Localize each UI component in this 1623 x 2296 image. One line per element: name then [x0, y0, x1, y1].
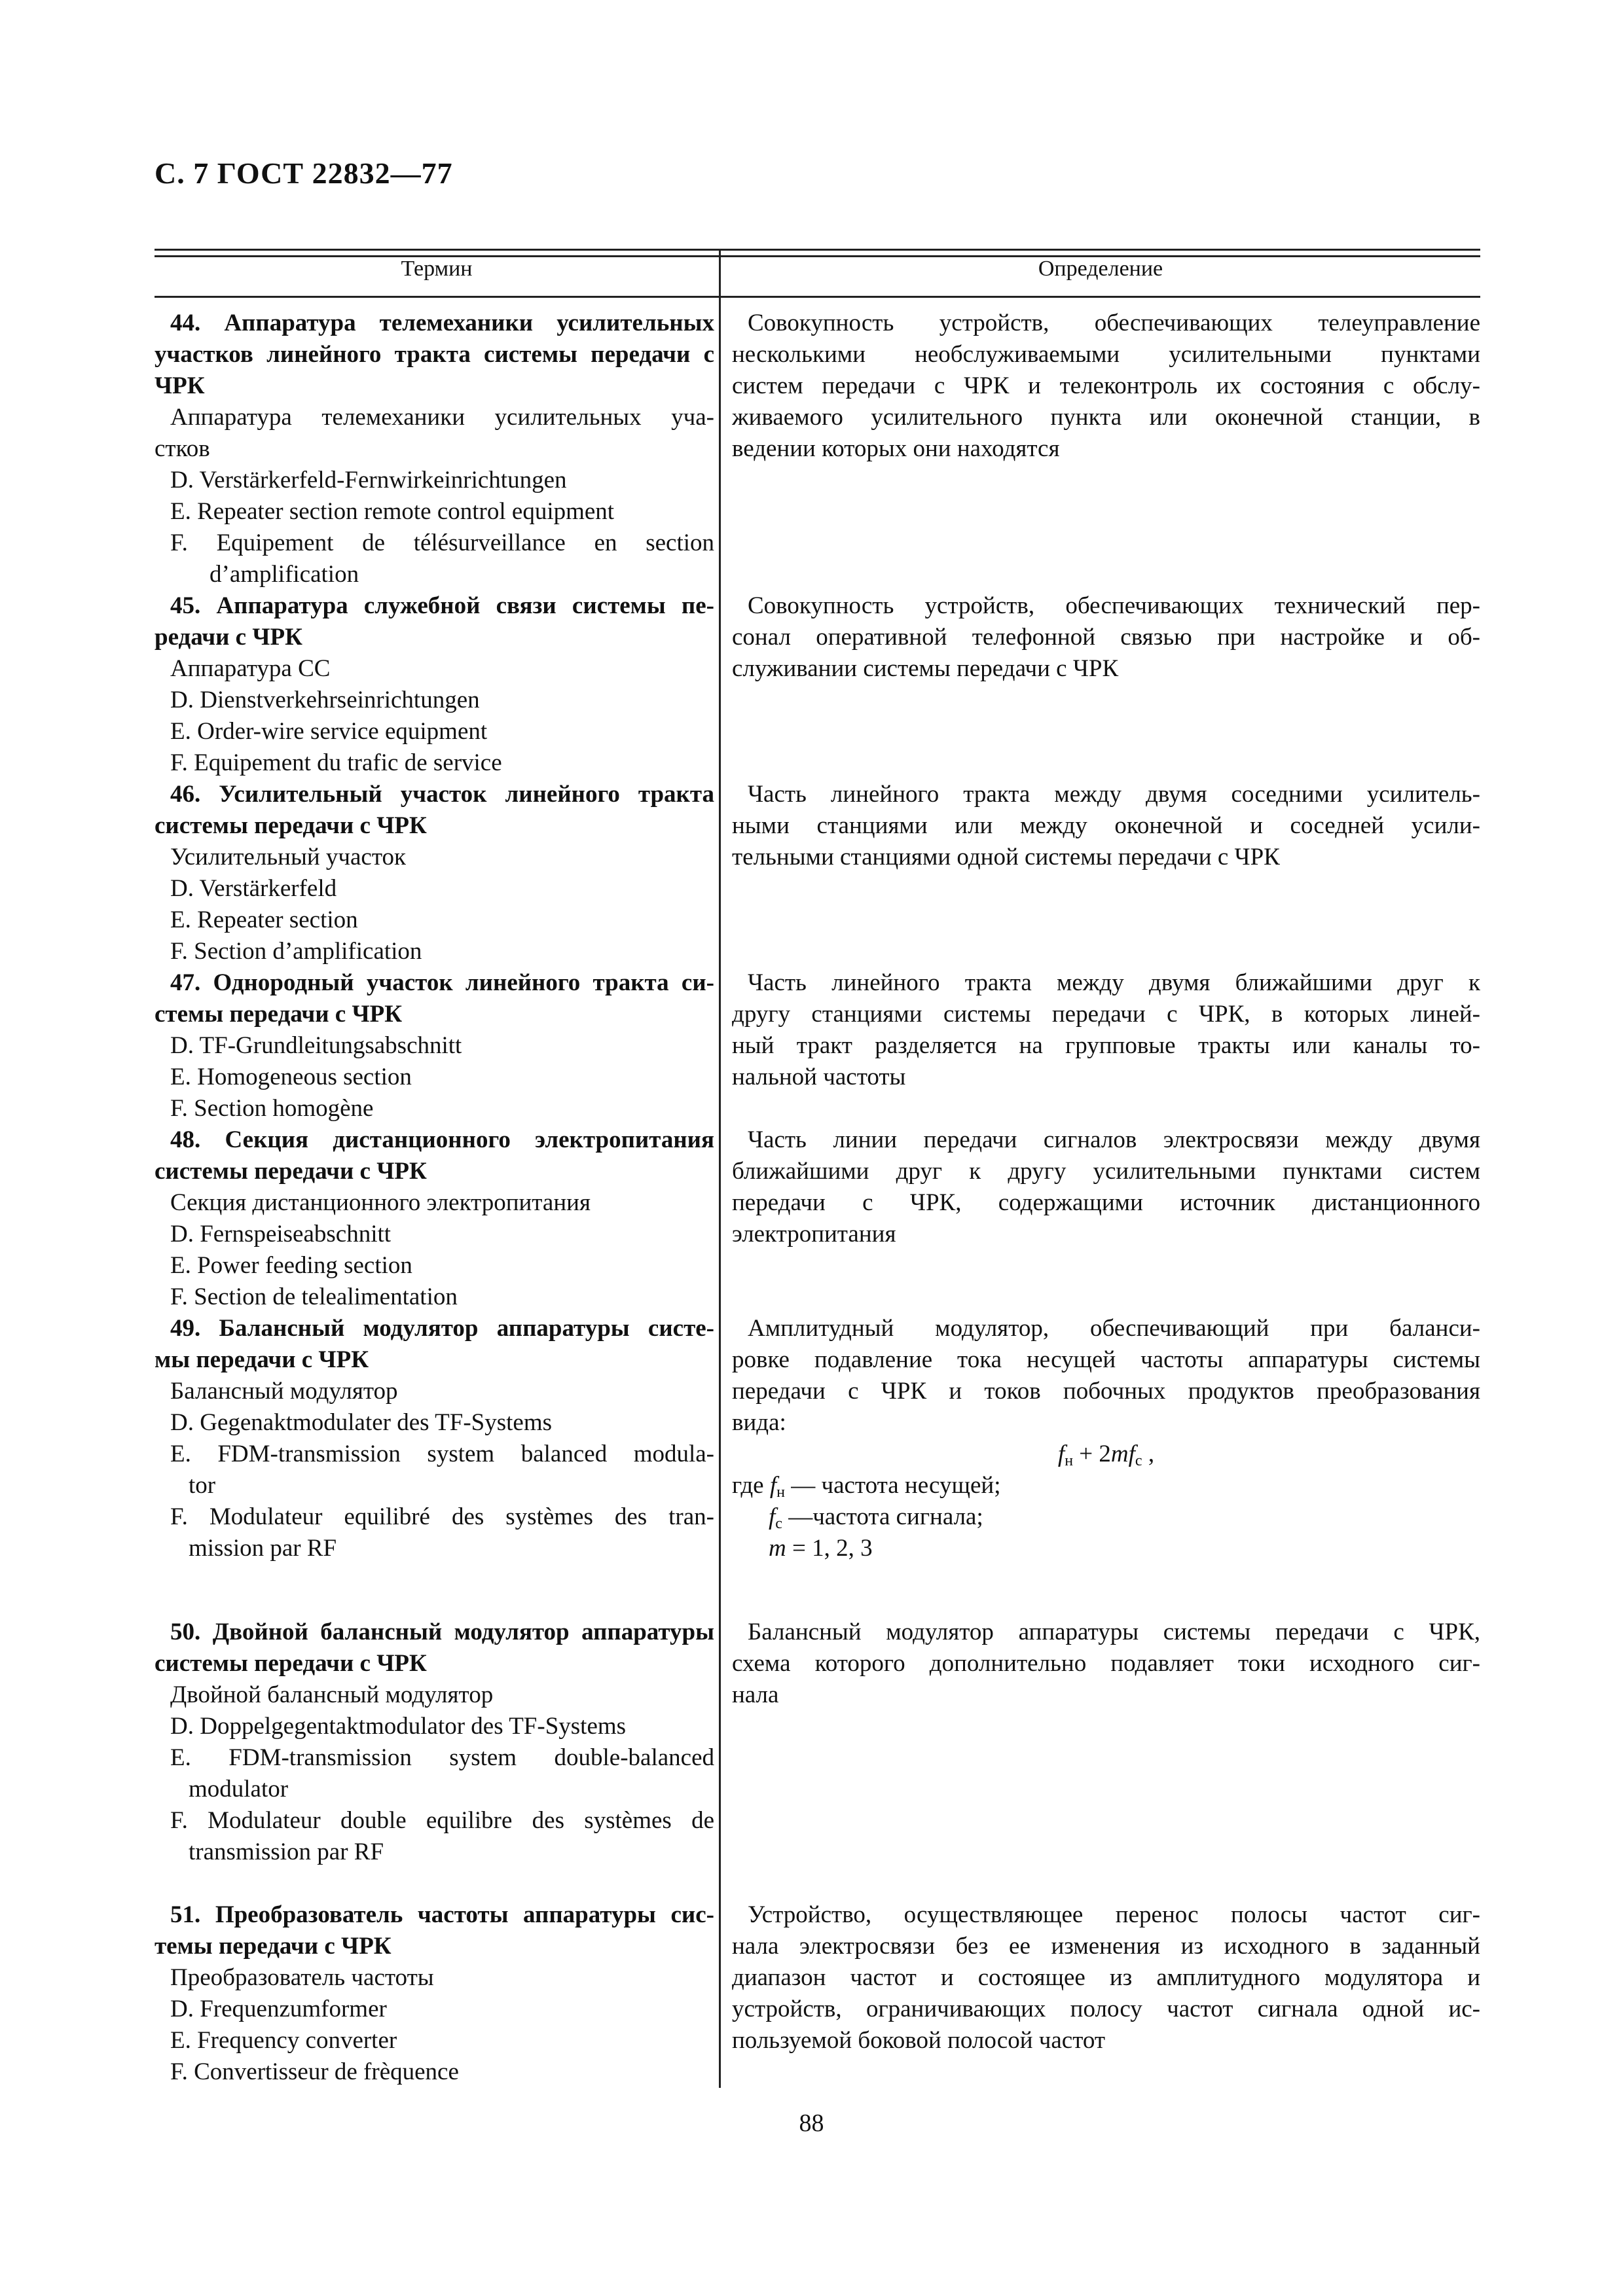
definition-text: Совокупность устройств, обеспечивающих технический пер- [748, 592, 1480, 619]
definition-text: передачи с ЧРК и токов побочных продуктов преобразования [732, 1378, 1480, 1405]
term-english: E. Homogeneous section [170, 1064, 412, 1090]
term-title: темы передачи с ЧРК [155, 1933, 392, 1960]
term-title: 48. Секция дистанционного электропитания [170, 1126, 714, 1153]
term-french: F. Modulateur double equilibre des systèmes de [170, 1807, 714, 1834]
term-english: E. FDM-transmission system balanced modula- [170, 1441, 714, 1467]
table-top-rule [155, 249, 1480, 251]
term-47 [155, 967, 714, 1124]
definition-text: Часть линии передачи сигналов электросвязи между двумя [748, 1126, 1480, 1153]
term-english: E. FDM-transmission system double-balanced [170, 1744, 714, 1771]
term-french: F. Equipement du trafic de service [170, 749, 502, 776]
term-english: E. Power feeding section [170, 1252, 412, 1279]
formula-symbol: f [769, 1503, 776, 1530]
term-title: ЧРК [155, 372, 205, 399]
term-synonym: Секция дистанционного электропитания [170, 1189, 591, 1216]
definition-text: служивании системы передачи с ЧРК [732, 655, 1119, 682]
definition-text: тельными станциями одной системы передачи с ЧРК [732, 844, 1280, 870]
page-header: С. 7 ГОСТ 22832—77 [155, 156, 453, 190]
definition-text: вида: [732, 1409, 786, 1436]
formula-symbol: f [1128, 1441, 1135, 1467]
definition-46 [732, 779, 1480, 873]
term-44 [155, 308, 714, 590]
term-german: D. Frequenzumformer [170, 1996, 387, 2022]
term-45 [155, 590, 714, 779]
definition-text: диапазон частот и состоящее из амплитудного модулятора и [732, 1964, 1480, 1991]
term-german: D. Verstärkerfeld [170, 875, 337, 902]
term-title: 50. Двойной балансный модулятор аппаратуры [170, 1619, 714, 1645]
definition-text: нала [732, 1681, 779, 1708]
term-german: D. Doppelgegentaktmodulator des TF-Systems [170, 1713, 627, 1740]
term-49 [155, 1313, 714, 1564]
table-column-divider [719, 249, 721, 2088]
term-title: 47. Однородный участок линейного тракта си- [170, 969, 714, 996]
definition-text: нала электросвязи без ее изменения из исходного в заданный [732, 1933, 1480, 1960]
definition-48 [732, 1124, 1480, 1250]
formula-symbol: f [769, 1472, 777, 1499]
term-title: редачи с ЧРК [155, 624, 302, 651]
term-46 [155, 779, 714, 967]
legend-text: — частота несущей; [784, 1472, 1001, 1499]
term-english: E. Order-wire service equipment [170, 718, 488, 745]
formula-legend [732, 1470, 1480, 1501]
term-german: D. Gegenaktmodulater des TF-Systems [170, 1409, 553, 1436]
legend-lead: где [732, 1472, 770, 1499]
definition-text: ближайшими друг к другу усилительными пунктами систем [732, 1158, 1480, 1185]
definition-text: ными станциями или между оконечной и соседней усили- [732, 812, 1480, 839]
term-french: F. Section d’amplification [170, 938, 422, 965]
term-french: F. Convertisseur de frèquence [170, 2058, 459, 2085]
legend-text: —частота сигнала; [782, 1503, 983, 1530]
term-title: 45. Аппаратура служебной связи системы пе- [170, 592, 714, 619]
term-english: tor [189, 1472, 216, 1499]
definition-text: схема которого дополнительно подавляет токи исходного сиг- [732, 1650, 1480, 1677]
definition-text: Часть линейного тракта между двумя соседними усилитель- [748, 781, 1480, 808]
term-title: 49. Балансный модулятор аппаратуры систе- [170, 1315, 714, 1342]
definition-text: Часть линейного тракта между двумя ближайшими друг к [748, 969, 1480, 996]
term-french: F. Section homogène [170, 1095, 374, 1122]
term-synonym: Двойной балансный модулятор [170, 1681, 494, 1708]
term-german: D. Fernspeiseabschnitt [170, 1221, 392, 1247]
term-french: d’amplification [210, 561, 359, 588]
page-number: 88 [799, 2109, 824, 2137]
formula-subscript: н [776, 1484, 785, 1501]
term-german: D. TF-Grundleitungsabschnitt [170, 1032, 462, 1059]
formula-symbol: f [1057, 1441, 1065, 1467]
definition-50 [732, 1617, 1480, 1711]
term-title: системы передачи с ЧРК [155, 1650, 427, 1677]
term-title: системы передачи с ЧРК [155, 1158, 427, 1185]
term-german: D. Verstärkerfeld-Fernwirkeinrichtungen [170, 467, 567, 493]
definition-49 [732, 1313, 1480, 1564]
term-synonym: стков [155, 435, 210, 462]
definition-47 [732, 967, 1480, 1093]
formula-symbol: m [769, 1535, 786, 1562]
term-title: 44. Аппаратура телемеханики усилительных [170, 310, 714, 336]
definition-51 [732, 1899, 1480, 2056]
term-title: участков линейного тракта системы передачи с [155, 341, 714, 368]
definition-text: Амплитудный модулятор, обеспечивающий при баланси- [748, 1315, 1480, 1342]
term-english: E. Repeater section [170, 906, 358, 933]
term-title: мы передачи с ЧРК [155, 1346, 369, 1373]
term-french: mission par RF [189, 1535, 337, 1562]
term-51 [155, 1899, 714, 2088]
definition-text: систем передачи с ЧРК и телеконтроль их состояния с обслу- [732, 372, 1480, 399]
term-48 [155, 1124, 714, 1313]
formula-subscript: с [1135, 1452, 1142, 1469]
definition-text: электропитания [732, 1221, 896, 1247]
definition-text: ровке подавление тока несущей частоты аппаратуры системы [732, 1346, 1480, 1373]
definition-text: устройств, ограничивающих полосу частот сигнала одной ис- [732, 1996, 1480, 2022]
formula-subscript: с [775, 1515, 782, 1532]
formula [732, 1439, 1480, 1470]
definition-text: несколькими необслуживаемыми усилительными пунктами [732, 341, 1480, 368]
term-french: transmission par RF [189, 1839, 384, 1865]
term-synonym: Балансный модулятор [170, 1378, 398, 1405]
terms-table [155, 249, 1480, 2088]
definition-text: Устройство, осуществляющее перенос полосы частот сиг- [748, 1901, 1480, 1928]
formula-legend [732, 1533, 1480, 1564]
term-english: modulator [189, 1776, 289, 1803]
term-synonym: Аппаратура телемеханики усилительных уча- [170, 404, 714, 431]
term-50 [155, 1617, 714, 1868]
definition-text: Балансный модулятор аппаратуры системы передачи с ЧРК, [748, 1619, 1480, 1645]
term-title: 46. Усилительный участок линейного тракта [170, 781, 714, 808]
term-french: F. Section de telealimentation [170, 1283, 458, 1310]
term-german: D. Dienstverkehrseinrichtungen [170, 687, 480, 713]
formula-punctuation: , [1142, 1441, 1155, 1467]
term-french: F. Modulateur equilibré des systèmes des tran- [170, 1503, 714, 1530]
definition-45 [732, 590, 1480, 685]
definition-text: другу станциями системы передачи с ЧРК, в которых линей- [732, 1001, 1480, 1028]
definition-44 [732, 308, 1480, 465]
legend-text: = 1, 2, 3 [786, 1535, 873, 1562]
term-synonym: Усилительный участок [170, 844, 406, 870]
definition-text: ный тракт разделяется на групповые тракты или каналы то- [732, 1032, 1480, 1059]
formula-subscript: н [1065, 1452, 1074, 1469]
term-english: E. Frequency converter [170, 2027, 397, 2054]
definition-text: передачи с ЧРК, содержащими источник дистанционного [732, 1189, 1480, 1216]
definition-text: нальной частоты [732, 1064, 906, 1090]
term-french: F. Equipement de télésurveillance en section [170, 529, 714, 556]
formula-operator: + 2 [1073, 1441, 1111, 1467]
term-synonym: Аппаратура СС [170, 655, 331, 682]
definition-text: пользуемой боковой полосой частот [732, 2027, 1106, 2054]
term-title: стемы передачи с ЧРК [155, 1001, 403, 1028]
definition-text: сонал оперативной телефонной связью при настройке и об- [732, 624, 1480, 651]
term-title: 51. Преобразователь частоты аппаратуры сис- [170, 1901, 714, 1928]
term-english: E. Repeater section remote control equipment [170, 498, 615, 525]
table-header-rule [155, 296, 1480, 298]
definition-text: ведении которых они находятся [732, 435, 1060, 462]
term-title: системы передачи с ЧРК [155, 812, 427, 839]
term-synonym: Преобразователь частоты [170, 1964, 434, 1991]
definition-text: живаемого усилительного пункта или оконечной станции, в [732, 404, 1480, 431]
formula-symbol: m [1110, 1441, 1129, 1467]
definition-text: Совокупность устройств, обеспечивающих телеуправление [748, 310, 1480, 336]
formula-legend [732, 1501, 1480, 1533]
column-header-definition: Определение [1038, 257, 1163, 281]
column-header-term: Термин [401, 257, 473, 281]
